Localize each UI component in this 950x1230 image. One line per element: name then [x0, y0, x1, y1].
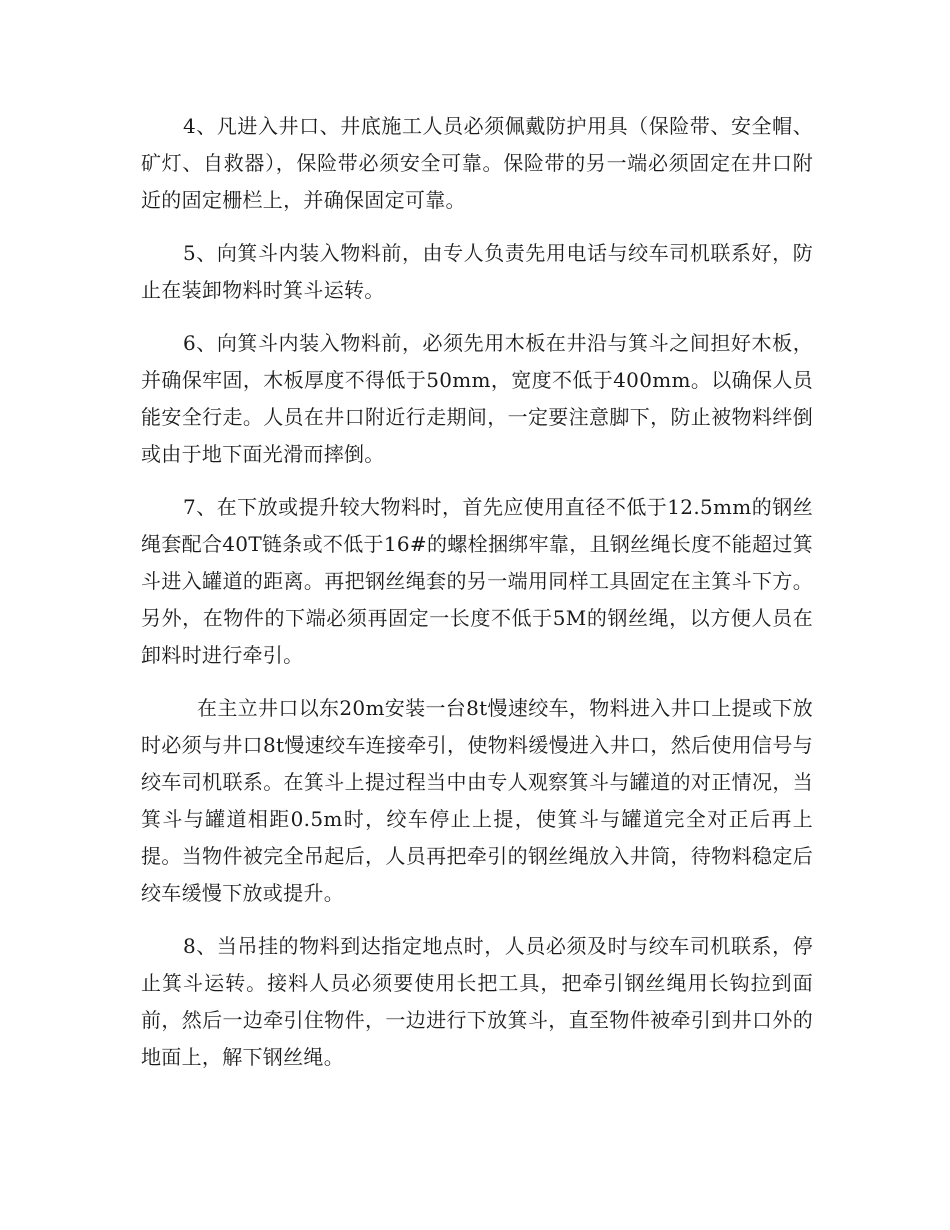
paragraph-item-8: 8、当吊挂的物料到达指定地点时，人员必须及时与绞车司机联系，停止箕斗运转。接料人员必须要使用长把工具，把牵引钢丝绳用长钩拉到面前，然后一边牵引住物件，一边进行下放箕斗，直至物件被牵引到井口外的地面上，解下钢丝绳。	[141, 934, 813, 1069]
paragraph-item-6: 6、向箕斗内装入物料前，必须先用木板在井沿与箕斗之间担好木板，并确保牢固，木板厚度不得低于50mm，宽度不低于400mm。以确保人员能安全行走。人员在井口附近行走期间，一定要注意脚下，防止被物料绊倒或由于地下面光滑而摔倒。	[141, 331, 813, 466]
document-body	[141, 108, 813, 1092]
paragraph-winch-setup: 在主立井口以东20m安装一台8t慢速绞车，物料进入井口上提或下放时必须与井口8t慢速绞车连接牵引，使物料缓慢进入井口，然后使用信号与绞车司机联系。在箕斗上提过程当中由专人观察箕斗与罐道的对正情况，当箕斗与罐道相距0.5m时，绞车停止上提，使箕斗与罐道完全对正后再上提。当物件被完全吊起后，人员再把牵引的钢丝绳放入井筒，待物料稳定后绞车缓慢下放或提升。	[141, 696, 813, 905]
paragraph-item-7: 7、在下放或提升较大物料时，首先应使用直径不低于12.5mm的钢丝绳套配合40T链条或不低于16#的螺栓捆绑牢靠，且钢丝绳长度不能超过箕斗进入罐道的距离。再把钢丝绳套的另一端用同样工具固定在主箕斗下方。另外，在物件的下端必须再固定一长度不低于5M的钢丝绳，以方便人员在卸料时进行牵引。	[141, 495, 813, 667]
paragraph-item-5: 5、向箕斗内装入物料前，由专人负责先用电话与绞车司机联系好，防止在装卸物料时箕斗运转。	[141, 241, 813, 302]
paragraph-item-4: 4、凡进入井口、井底施工人员必须佩戴防护用具（保险带、安全帽、矿灯、自救器），保险带必须安全可靠。保险带的另一端必须固定在井口附近的固定栅栏上，并确保固定可靠。	[141, 114, 813, 212]
